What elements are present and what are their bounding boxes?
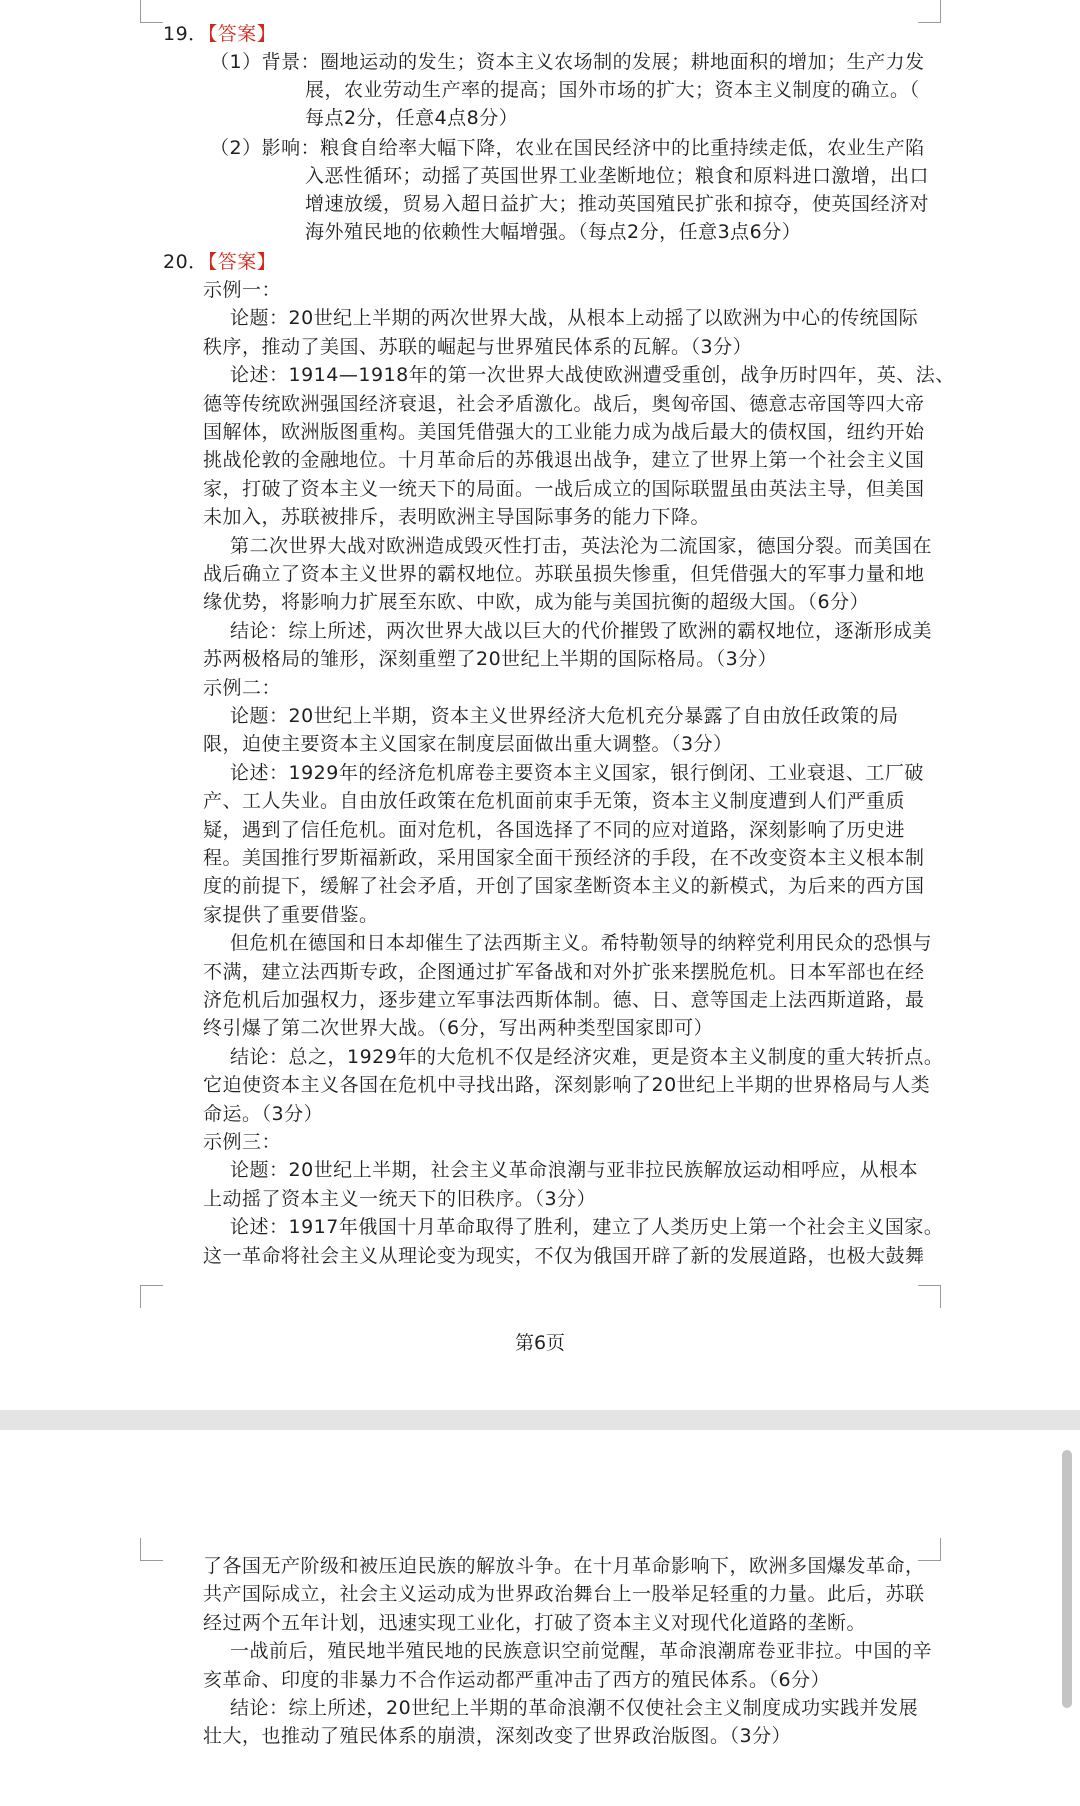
page-corner-mark <box>918 1285 941 1308</box>
question-20-header <box>163 248 276 276</box>
answer-line: 家，打破了资本主义一统天下的局面。一战后成立的国际联盟虽由英法主导，但美国 <box>203 477 925 500</box>
answer-line: 增速放缓，贸易入超日益扩大；推动英国殖民扩张和掠夺，使英国经济对 <box>305 193 930 215</box>
answer-line: 共产国际成立，社会主义运动成为世界政治舞台上一股举足轻重的力量。此后，苏联 <box>203 1583 925 1606</box>
question-number: 19． <box>163 23 208 45</box>
answer-line: 程。美国推行罗斯福新政，采用国家全面干预经济的手段，在不改变资本主义根本制 <box>203 847 925 869</box>
page-number: 第6页 <box>514 1332 566 1354</box>
answer-line: 家提供了重要借鉴。 <box>203 903 379 926</box>
answer-tag: 【答案】 <box>207 251 277 273</box>
answer-line: 终引爆了第二次世界大战。（6分，写出两种类型国家即可） <box>203 1017 714 1040</box>
answer-line: （1）背景：圈地运动的发生；资本主义农场制的发展；耕地面积的增加；生产力发 <box>210 51 925 73</box>
answer-line: 这一革命将社会主义从理论变为现实，不仅为俄国开辟了新的发展道路，也极大鼓舞 <box>203 1244 925 1267</box>
answer-line: 亥革命、印度的非暴力不合作运动都严重冲击了西方的殖民体系。（6分） <box>203 1668 831 1691</box>
answer-line: 结论：总之，1929年的大危机不仅是经济灾难，更是资本主义制度的重大转折点。 <box>230 1045 944 1068</box>
answer-line: 论题：20世纪上半期的两次世界大战，从根本上动摇了以欧洲为中心的传统国际 <box>230 307 919 330</box>
answer-line: 论题：20世纪上半期，社会主义革命浪潮与亚非拉民族解放运动相呼应，从根本 <box>230 1159 919 1182</box>
answer-line: 每点2分，任意4点8分） <box>305 107 519 129</box>
question-number: 20． <box>163 251 208 273</box>
answer-line: 展，农业劳动生产率的提高；国外市场的扩大；资本主义制度的确立。（ <box>305 79 920 101</box>
answer-line: 论题：20世纪上半期，资本主义世界经济大危机充分暴露了自由放任政策的局 <box>230 705 899 727</box>
answer-line: 论述：1917年俄国十月革命取得了胜利，建立了人类历史上第一个社会主义国家。 <box>230 1216 944 1239</box>
answer-line: 壮大，也推动了殖民体系的崩溃，深刻改变了世界政治版图。（3分） <box>203 1725 792 1748</box>
answer-line: 上动摇了资本主义一统天下的旧秩序。（3分） <box>203 1187 597 1210</box>
answer-line: 苏两极格局的雏形，深刻重塑了20世纪上半期的国际格局。（3分） <box>203 648 778 671</box>
document-page-7 <box>0 1430 1080 1806</box>
answer-line: 秩序，推动了美国、苏联的崛起与世界殖民体系的瓦解。（3分） <box>203 335 753 358</box>
example-heading: 示例三： <box>203 1131 282 1153</box>
answer-line: （2）影响：粮食自给率大幅下降，农业在国民经济中的比重持续走低，农业生产陷 <box>210 137 925 159</box>
answer-line: 但危机在德国和日本却催生了法西斯主义。希特勒领导的纳粹党利用民众的恐惧与 <box>230 932 933 955</box>
answer-line: 产、工人失业。自由放任政策在危机面前束手无策，资本主义制度遭到人们严重质 <box>203 790 906 813</box>
answer-line: 度的前提下，缓解了社会矛盾，开创了国家垄断资本主义的新模式，为后来的西方国 <box>203 875 925 898</box>
answer-line: 论述：1929年的经济危机席卷主要资本主义国家，银行倒闭、工业衰退、工厂破 <box>230 761 924 784</box>
vertical-scrollbar[interactable] <box>1062 1450 1072 1708</box>
question-19-header <box>163 20 276 48</box>
page-corner-mark <box>140 1285 163 1308</box>
answer-line: 结论：综上所述，20世纪上半期的革命浪潮不仅使社会主义制度成功实践并发展 <box>230 1697 919 1719</box>
answer-line: 德等传统欧洲强国经济衰退，社会矛盾激化。战后，奥匈帝国、德意志帝国等四大帝 <box>203 392 925 415</box>
answer-line: 论述：1914—1918年的第一次世界大战使欧洲遭受重创，战争历时四年，英、法、 <box>230 364 955 387</box>
example-heading: 示例二： <box>203 676 282 699</box>
answer-line: 海外殖民地的依赖性大幅增强。（每点2分，任意3点6分） <box>305 221 802 243</box>
page-corner-mark <box>918 0 941 23</box>
answer-line: 命运。（3分） <box>203 1102 324 1125</box>
answer-tag: 【答案】 <box>207 23 277 45</box>
example-heading: 示例一： <box>203 279 282 301</box>
page-corner-mark <box>140 1538 163 1561</box>
answer-line: 限，迫使主要资本主义国家在制度层面做出重大调整。（3分） <box>203 733 733 756</box>
answer-line: 经过两个五年计划，迅速实现工业化，打破了资本主义对现代化道路的垄断。 <box>203 1611 867 1634</box>
answer-line: 济危机后加强权力，逐步建立军事法西斯体制。德、日、意等国走上法西斯道路，最 <box>203 989 925 1011</box>
answer-line: 第二次世界大战对欧洲造成毁灭性打击，英法沦为二流国家，德国分裂。而美国在 <box>230 534 933 557</box>
answer-line: 了各国无产阶级和被压迫民族的解放斗争。在十月革命影响下，欧洲多国爆发革命， <box>203 1555 925 1577</box>
answer-line: 挑战伦敦的金融地位。十月革命后的苏俄退出战争，建立了世界上第一个社会主义国 <box>203 449 925 472</box>
answer-line: 结论：综上所述，两次世界大战以巨大的代价摧毁了欧洲的霸权地位，逐渐形成美 <box>230 619 933 642</box>
answer-line: 它迫使资本主义各国在危机中寻找出路，深刻影响了20世纪上半期的世界格局与人类 <box>203 1074 931 1097</box>
answer-line: 缘优势，将影响力扩展至东欧、中欧，成为能与美国抗衡的超级大国。（6分） <box>203 591 870 614</box>
answer-line: 入恶性循环；动摇了英国世界工业垄断地位；粮食和原料进口激增，出口 <box>305 165 930 187</box>
answer-line: 不满，建立法西斯专政，企图通过扩军备战和对外扩张来摆脱危机。日本军部也在经 <box>203 960 925 983</box>
answer-line: 疑，遇到了信任危机。面对危机，各国选择了不同的应对道路，深刻影响了历史进 <box>203 818 906 841</box>
page-corner-mark <box>140 0 163 23</box>
answer-line: 战后确立了资本主义世界的霸权地位。苏联虽损失惨重，但凭借强大的军事力量和地 <box>203 563 925 585</box>
answer-line: 未加入，苏联被排斥，表明欧洲主导国际事务的能力下降。 <box>203 506 711 529</box>
answer-line: 一战前后，殖民地半殖民地的民族意识空前觉醒，革命浪潮席卷亚非拉。中国的辛 <box>230 1640 933 1663</box>
answer-line: 国解体，欧洲版图重构。美国凭借强大的工业能力成为战后最大的债权国，纽约开始 <box>203 421 925 443</box>
page-separator <box>0 1410 1080 1430</box>
